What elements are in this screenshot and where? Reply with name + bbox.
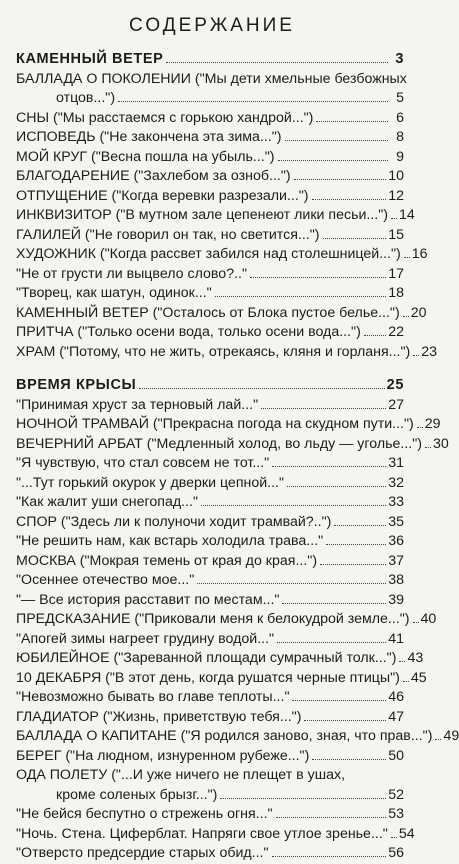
- page-number: 8: [396, 129, 404, 145]
- toc-entry: [16, 343, 438, 363]
- page-number: 10: [388, 168, 404, 184]
- page-number: 20: [410, 304, 427, 321]
- dot-leader: [118, 101, 388, 102]
- toc-entry: [16, 396, 404, 416]
- entry-title: "Как жалит уши снегопад...": [16, 494, 198, 510]
- toc-entry: [16, 167, 404, 187]
- entry-title: "Ночь. Стена. Циферблат. Напряги свое утлое зренье...": [16, 825, 388, 842]
- page-number: 38: [388, 572, 404, 588]
- dot-leader: [326, 544, 386, 545]
- toc-entry: [16, 245, 428, 265]
- toc-entry: [16, 591, 404, 611]
- toc-entry: [16, 727, 459, 747]
- toc-list: [16, 50, 459, 864]
- dot-leader: [220, 798, 386, 799]
- toc-entry: [16, 265, 404, 285]
- page-number: 56: [388, 845, 404, 861]
- toc-entry-continuation: [16, 786, 404, 806]
- toc-entry: [16, 304, 427, 324]
- entry-title: ГАЛИЛЕЙ ("Не говорил он так, но светится..."): [16, 226, 320, 243]
- entry-title: НОЧНОЙ ТРАМВАЙ ("Прекрасна погода на скудном пути..."): [16, 416, 414, 432]
- dot-leader: [316, 121, 388, 122]
- dot-leader: [139, 388, 384, 389]
- toc-entry: [16, 844, 404, 864]
- entry-title: МОЙ КРУГ ("Весна пошла на убыль..."): [16, 148, 275, 165]
- page-number: 27: [388, 396, 404, 413]
- entry-title: БАЛЛАДА О КАПИТАНЕ ("Я родился заново, зная, что прав..."): [16, 728, 433, 744]
- entry-title: "Отверсто предсердие старых обид...": [16, 845, 269, 861]
- dot-leader: [272, 856, 387, 857]
- entry-title: КАМЕННЫЙ ВЕТЕР ("Осталось от Блока пустое белье..."): [16, 304, 400, 321]
- entry-title: "Не бейся беспутно о стрежень огня...": [16, 806, 273, 822]
- toc-entry: [16, 805, 404, 825]
- dot-leader: [413, 355, 419, 356]
- page-number: 35: [388, 513, 404, 530]
- toc-entry: [16, 206, 415, 226]
- toc-entry: [16, 766, 404, 786]
- entry-title: ИНКВИЗИТОР ("В мутном зале цепенеют лики песьи..."): [16, 207, 388, 223]
- toc-entry: [16, 571, 404, 591]
- page-number: 18: [388, 285, 404, 301]
- toc-entry: [16, 148, 404, 168]
- page-number: 25: [386, 377, 404, 393]
- section-title: КАМЕННЫЙ ВЕТЕР: [16, 51, 164, 67]
- dot-leader: [250, 277, 386, 278]
- toc-entry: [16, 226, 404, 246]
- dot-leader: [201, 505, 386, 506]
- toc-entry: [16, 323, 404, 343]
- page-number: 5: [396, 90, 404, 106]
- toc-entry: [16, 747, 404, 767]
- toc-entry: [16, 552, 404, 572]
- toc-entry: [16, 630, 404, 650]
- entry-title: БЕРЕГ ("На людном, изнуренном рубеже..."): [16, 747, 310, 764]
- page-number: 17: [388, 265, 404, 282]
- toc-entry: [16, 513, 404, 533]
- entry-title: "Не от грусти ли выцвело слово?..": [16, 265, 248, 282]
- page-number: 15: [388, 226, 404, 243]
- entry-title-continuation: кроме соленых брызг..."): [56, 786, 218, 803]
- toc-entry: [16, 187, 404, 207]
- toc-entry: [16, 474, 404, 494]
- dot-leader: [282, 603, 386, 604]
- section-title: ВРЕМЯ КРЫСЫ: [16, 377, 137, 393]
- entry-title: ГЛАДИАТОР ("Жизнь, приветствую тебя..."): [16, 708, 302, 725]
- page-number: 40: [420, 611, 437, 627]
- toc-entry: [16, 493, 404, 513]
- entry-title: "— Все история расставит по местам...": [16, 591, 280, 608]
- dot-leader: [285, 140, 389, 141]
- entry-title: "Творец, как шатун, одинок...": [16, 285, 212, 301]
- dot-leader: [403, 316, 409, 317]
- dot-leader: [323, 238, 387, 239]
- entry-title: "...Тут горький окурок у дверки цепной...": [16, 474, 285, 491]
- entry-title: МОСКВА ("Мокрая темень от края до края..."): [16, 552, 318, 569]
- entry-title-continuation: отцов..."): [56, 90, 116, 106]
- page-number: 50: [388, 747, 404, 764]
- entry-title: БАЛЛАДА О ПОКОЛЕНИИ ("Мы дети хмельные безбожных: [16, 70, 407, 87]
- toc-entry: [16, 109, 404, 129]
- entry-title: ИСПОВЕДЬ ("Не закончена эта зима..."): [16, 129, 282, 145]
- dot-leader: [403, 681, 409, 682]
- dot-leader: [294, 179, 387, 180]
- page-number: 6: [396, 109, 404, 126]
- page-number: 12: [388, 187, 404, 204]
- dot-leader: [272, 466, 386, 467]
- entry-title: ОТПУЩЕНИЕ ("Когда веревки разрезали..."): [16, 187, 309, 204]
- page-number: 53: [388, 806, 404, 822]
- dot-leader: [197, 583, 386, 584]
- page-number: 32: [388, 474, 404, 491]
- dot-leader: [391, 837, 397, 838]
- toc-entry: [16, 649, 424, 669]
- section-heading: [16, 376, 404, 396]
- dot-leader: [320, 564, 386, 565]
- dot-leader: [417, 427, 423, 428]
- dot-leader: [334, 525, 386, 526]
- dot-leader: [166, 62, 388, 63]
- entry-title: 10 ДЕКАБРЯ ("В этот день, когда рушатся черные птицы"): [16, 669, 400, 686]
- dot-leader: [304, 720, 386, 721]
- entry-title: ХРАМ ("Потому, что не жить, отрекаясь, кляня и горланя..."): [16, 343, 411, 360]
- dot-leader: [425, 447, 431, 448]
- toc-entry: [16, 825, 415, 845]
- page-number: 47: [388, 708, 404, 725]
- page-number: 14: [398, 207, 415, 223]
- entry-title: ЮБИЛЕЙНОЕ ("Зареванной площади сумрачный толк..."): [16, 650, 397, 666]
- dot-leader: [399, 661, 405, 662]
- section-gap: [16, 362, 404, 376]
- entry-title: "Принимая хруст за терновый лай...": [16, 396, 259, 413]
- toc-entry-continuation: [16, 89, 404, 109]
- entry-title: "Апогей зимы нагреет грудину водой...": [16, 630, 275, 647]
- toc-entry: [16, 532, 404, 552]
- toc-entry: [16, 284, 404, 304]
- page-number: 41: [388, 630, 404, 647]
- entry-title: "Осеннее отечество мое...": [16, 572, 195, 588]
- section-heading: [16, 50, 404, 70]
- page-number: 43: [407, 650, 424, 666]
- toc-entry: [16, 435, 449, 455]
- dot-leader: [276, 817, 387, 818]
- page-number: 22: [388, 324, 404, 340]
- dot-leader: [312, 199, 387, 200]
- dot-leader: [413, 622, 419, 623]
- page-number: 9: [396, 148, 404, 165]
- page-number: 52: [388, 786, 404, 803]
- toc-entry: [16, 669, 427, 689]
- toc-entry: [16, 688, 404, 708]
- toc-entry: [16, 128, 404, 148]
- dot-leader: [278, 160, 389, 161]
- page-number: 49: [443, 728, 459, 744]
- page-number: 37: [388, 552, 404, 569]
- entry-title: ПРЕДСКАЗАНИЕ ("Приковали меня к белокудрой земле..."): [16, 611, 410, 627]
- entry-title: "Не решить нам, как встарь холодила трава...": [16, 533, 324, 549]
- toc-entry: [16, 454, 404, 474]
- page-number: 39: [388, 591, 404, 608]
- page-number: 23: [421, 343, 438, 360]
- page-title: СОДЕРЖАНИЕ: [129, 15, 295, 36]
- page-number: 33: [388, 494, 404, 510]
- page-number: 54: [398, 825, 415, 842]
- page-number: 45: [410, 669, 427, 686]
- dot-leader: [277, 642, 386, 643]
- toc-entry: [16, 70, 407, 90]
- dot-leader: [287, 486, 386, 487]
- dot-leader: [364, 335, 386, 336]
- toc-entry: [16, 610, 437, 630]
- dot-leader: [261, 408, 386, 409]
- dot-leader: [435, 739, 441, 740]
- entry-title: СПОР ("Здесь ли к полуночи ходит трамвай?.."): [16, 513, 332, 530]
- page-number: 3: [395, 51, 404, 67]
- toc-entry: [16, 415, 441, 435]
- toc-entry: [16, 708, 404, 728]
- page-number: 30: [432, 435, 449, 452]
- entry-title: ВЕЧЕРНИЙ АРБАТ ("Медленный холод, во льду — угольe..."): [16, 435, 422, 452]
- page-number: 16: [411, 246, 428, 262]
- entry-title: ХУДОЖНИК ("Когда рассвет забился над столешницей..."): [16, 246, 401, 262]
- entry-title: ПРИТЧА ("Только осени вода, только осени вода..."): [16, 324, 361, 340]
- page-number: 29: [424, 416, 441, 432]
- dot-leader: [404, 257, 410, 258]
- entry-title: СНЫ ("Мы расстаемся с горькою хандрой..."): [16, 109, 314, 126]
- entry-title: "Невозможно бывать во главе теплоты...": [16, 689, 290, 705]
- entry-title: ОДА ПОЛЕТУ ("...И уже ничего не плещет в ушах,: [16, 767, 346, 783]
- page-number: 46: [388, 689, 404, 705]
- page-number: 36: [388, 533, 404, 549]
- dot-leader: [312, 759, 386, 760]
- dot-leader: [292, 700, 386, 701]
- entry-title: БЛАГОДАРЕНИЕ ("Захлебом за озноб..."): [16, 168, 291, 184]
- dot-leader: [391, 218, 397, 219]
- page-number: 31: [388, 455, 404, 471]
- entry-title: "Я чувствую, что стал совсем не тот...": [16, 455, 270, 471]
- dot-leader: [215, 296, 387, 297]
